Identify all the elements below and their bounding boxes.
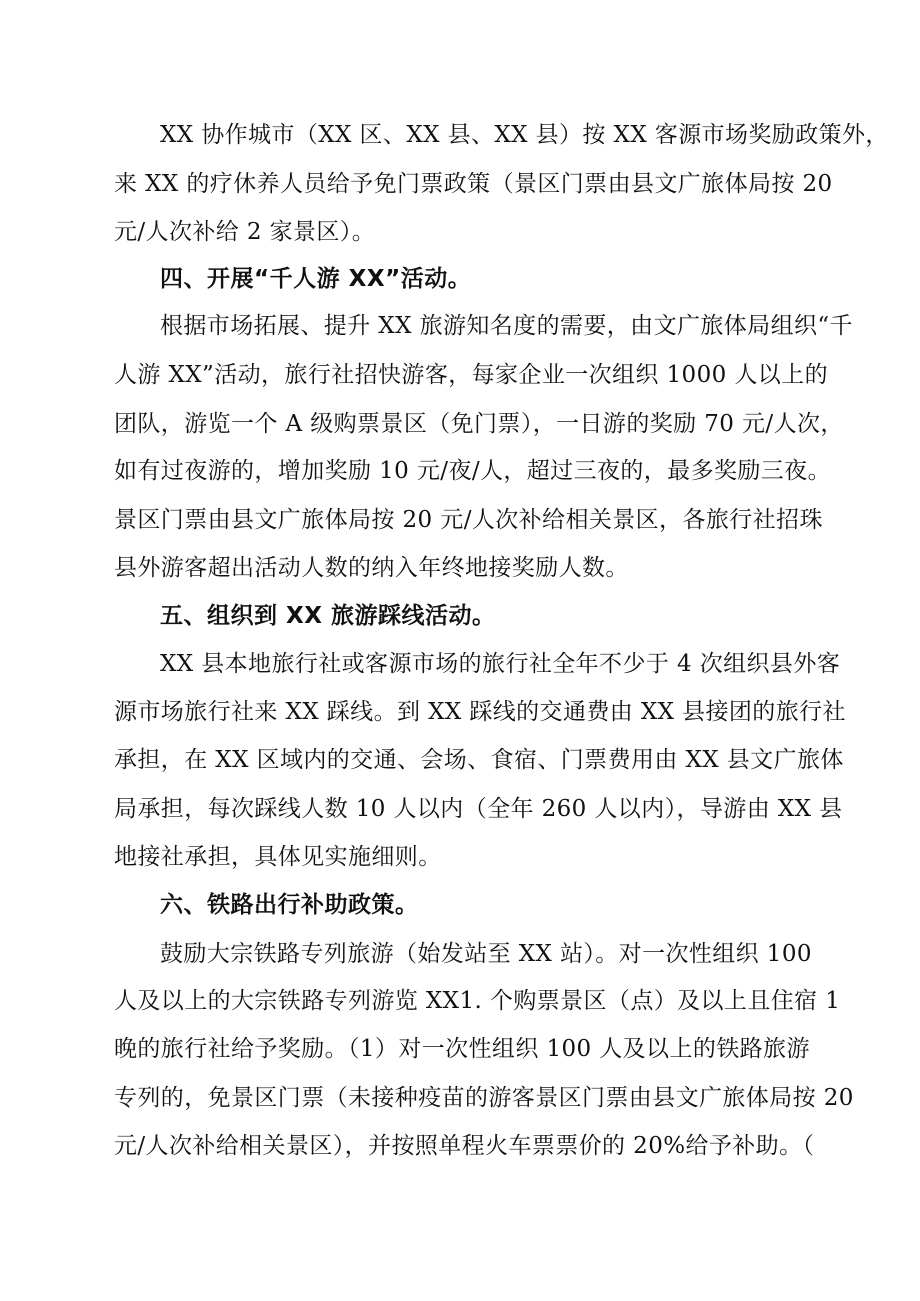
section-heading-4: 四、开展“千人游 XX”活动。: [160, 266, 472, 292]
paragraph-1-line-3: 元/人次补给 2 家景区）。: [114, 219, 376, 245]
paragraph-3-line-1: XX 县本地旅行社或客源市场的旅行社全年不少于 4 次组织县外客: [160, 651, 841, 677]
paragraph-4-line-2: 人及以上的大宗铁路专列游览 XX1. 个购票景区（点）及以上且住宿 1: [114, 988, 841, 1014]
paragraph-1-line-1: XX 协作城市（XX 区、XX 县、XX 县）按 XX 客源市场奖励政策外，: [160, 122, 889, 148]
paragraph-3-line-5: 地接社承担，具体见实施细则。: [114, 844, 442, 870]
paragraph-2-line-2: 人游 XX”活动，旅行社招快游客，每家企业一次组织 1000 人以上的: [114, 362, 828, 388]
paragraph-2-line-3: 团队，游览一个 A 级购票景区（免门票），一日游的奖励 70 元/人次，: [114, 411, 844, 437]
section-heading-5: 五、组织到 XX 旅游踩线活动。: [160, 603, 496, 629]
paragraph-2-line-6: 县外游客超出活动人数的纳入年终地接奖励人数。: [114, 555, 629, 581]
section-heading-6: 六、铁路出行补助政策。: [160, 892, 419, 918]
paragraph-2-line-5: 景区门票由县文广旅体局按 20 元/人次补给相关景区，各旅行社招珠: [114, 507, 823, 533]
paragraph-4-line-1: 鼓励大宗铁路专列旅游（始发站至 XX 站）。对一次性组织 100: [160, 941, 812, 967]
paragraph-4-line-4: 专列的，免景区门票（未接种疫苗的游客景区门票由县文广旅体局按 20: [114, 1085, 854, 1111]
paragraph-3-line-2: 源市场旅行社来 XX 踩线。到 XX 踩线的交通费由 XX 县接团的旅行社: [114, 699, 846, 725]
paragraph-2-line-4: 如有过夜游的，增加奖励 10 元/夜/人，超过三夜的，最多奖励三夜。: [114, 458, 831, 484]
paragraph-2-line-1: 根据市场拓展、提升 XX 旅游知名度的需要，由文广旅体局组织“千: [160, 313, 853, 339]
paragraph-4-line-3: 晚的旅行社给予奖励。（1）对一次性组织 100 人及以上的铁路旅游: [114, 1036, 810, 1062]
paragraph-4-line-5: 元/人次补给相关景区），并按照单程火车票票价的 20%给予补助。（: [114, 1133, 815, 1159]
paragraph-1-line-2: 来 XX 的疗休养人员给予免门票政策（景区门票由县文广旅体局按 20: [114, 171, 833, 197]
paragraph-3-line-3: 承担，在 XX 区域内的交通、会场、食宿、门票费用由 XX 县文广旅体: [114, 747, 844, 773]
paragraph-3-line-4: 局承担，每次踩线人数 10 人以内（全年 260 人以内），导游由 XX 县: [114, 796, 843, 822]
